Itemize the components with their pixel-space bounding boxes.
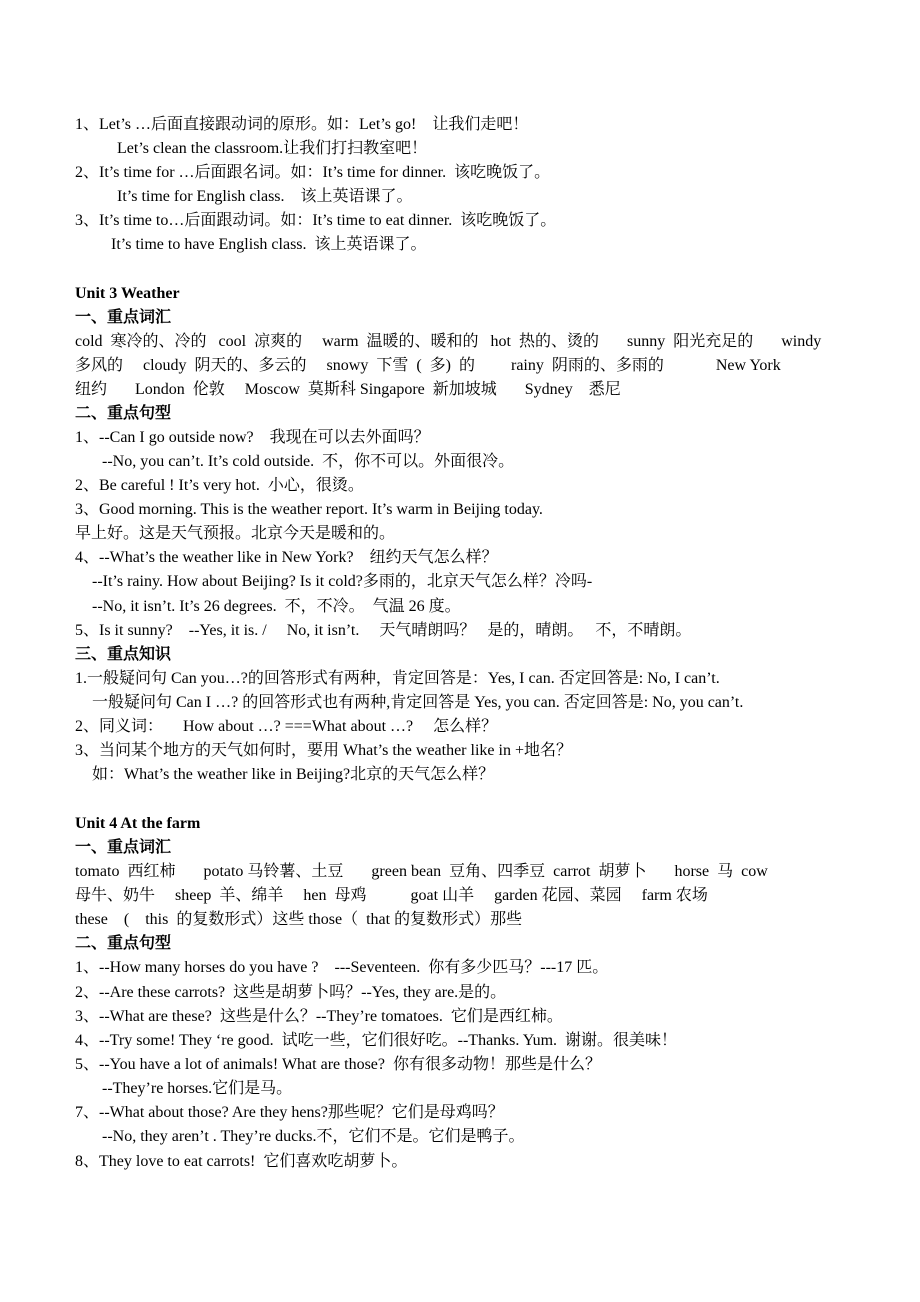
text-line: --They’re horses.它们是马。	[102, 1080, 293, 1097]
text-line: 2、同义词： How about …? ===What about …? 怎么样？	[75, 718, 498, 735]
text-line: 纽约 London 伦敦 Moscow 莫斯科 Singapore 新加坡城 Sydney 悉尼	[75, 381, 621, 398]
text-line: 4、--Try some! They ‘re good. 试吃一些，它们很好吃。--Thanks. Yum. 谢谢。很美味！	[75, 1032, 678, 1049]
text-line: 2、Be careful ! It’s very hot. 小心，很烫。	[75, 477, 364, 494]
text-line: --No, it isn’t. It’s 26 degrees. 不，不冷。 气温 26 度。	[92, 598, 461, 615]
section-heading: 一、重点词汇	[75, 839, 172, 856]
text-line: 一般疑问句 Can I …? 的回答形式也有两种,肯定回答是 Yes, you can. 否定回答是: No, you can’t.	[92, 694, 744, 711]
text-line: --No, they aren’t . They’re ducks.不，它们不是。它们是鸭子。	[102, 1128, 525, 1145]
text-line: 1、--Can I go outside now? 我现在可以去外面吗？	[75, 429, 430, 446]
text-line: 3、--What are these? 这些是什么？--They’re tomatoes. 它们是西红柿。	[75, 1008, 563, 1025]
text-line: 8、They love to eat carrots! 它们喜欢吃胡萝卜。	[75, 1153, 408, 1170]
text-line: 5、Is it sunny? --Yes, it is. / No, it isn’t. 天气晴朗吗？ 是的，晴朗。 不，不晴朗。	[75, 622, 692, 639]
text-line: 7、--What about those? Are they hens?那些呢？它们是母鸡吗？	[75, 1104, 504, 1121]
text-line: 早上好。这是天气预报。北京今天是暖和的。	[75, 525, 396, 542]
text-line: 1、--How many horses do you have ? ---Seventeen. 你有多少匹马？---17 匹。	[75, 959, 609, 976]
text-line: --It’s rainy. How about Beijing? Is it cold?多雨的，北京天气怎么样？冷吗-	[92, 573, 593, 590]
text-line: cold 寒冷的、冷的 cool 凉爽的 warm 温暖的、暖和的 hot 热的、烫的 sunny 阳光充足的 windy	[75, 333, 822, 350]
text-line: 4、--What’s the weather like in New York? 纽约天气怎么样？	[75, 549, 498, 566]
text-line: 如：What’s the weather like in Beijing?北京的天气怎么样？	[92, 766, 495, 783]
section-heading: 二、重点句型	[75, 405, 172, 422]
text-line: 5、--You have a lot of animals! What are those? 你有很多动物！那些是什么？	[75, 1056, 601, 1073]
section-heading: 三、重点知识	[75, 646, 172, 663]
text-line: 2、--Are these carrots? 这些是胡萝卜吗？--Yes, they are.是的。	[75, 984, 507, 1001]
section-heading: 二、重点句型	[75, 935, 172, 952]
text-line: Let’s clean the classroom.让我们打扫教室吧！	[117, 140, 428, 157]
text-line: these ( this 的复数形式）这些 those（ that 的复数形式）那些	[75, 911, 523, 928]
unit-heading: Unit 3 Weather	[75, 285, 180, 302]
text-line: 3、It’s time to…后面跟动词。如：It’s time to eat dinner. 该吃晚饭了。	[75, 212, 557, 229]
text-line: 母牛、奶牛 sheep 羊、绵羊 hen 母鸡 goat 山羊 garden 花园、菜园 farm 农场	[75, 887, 708, 904]
text-line: 1、Let’s …后面直接跟动词的原形。如：Let’s go! 让我们走吧！	[75, 116, 529, 133]
text-line: tomato 西红柿 potato 马铃薯、土豆 green bean 豆角、四季豆 carrot 胡萝卜 horse 马 cow	[75, 863, 768, 880]
section-heading: 一、重点词汇	[75, 309, 172, 326]
text-line: 3、当问某个地方的天气如何时，要用 What’s the weather like in +地名？	[75, 742, 572, 759]
unit-heading: Unit 4 At the farm	[75, 815, 201, 832]
text-line: It’s time for English class. 该上英语课了。	[117, 188, 413, 205]
text-line: 1.一般疑问句 Can you…?的回答形式有两种，肯定回答是：Yes, I can. 否定回答是: No, I can’t.	[75, 670, 720, 687]
text-line: --No, you can’t. It’s cold outside. 不，你不可以。外面很冷。	[102, 453, 515, 470]
text-line: 2、It’s time for …后面跟名词。如：It’s time for dinner. 该吃晚饭了。	[75, 164, 551, 181]
text-line: 多风的 cloudy 阴天的、多云的 snowy 下雪 ( 多) 的 rainy 阴雨的、多雨的 New York	[75, 357, 781, 374]
text-line: It’s time to have English class. 该上英语课了。	[111, 236, 427, 253]
text-line: 3、Good morning. This is the weather report. It’s warm in Beijing today.	[75, 501, 543, 518]
